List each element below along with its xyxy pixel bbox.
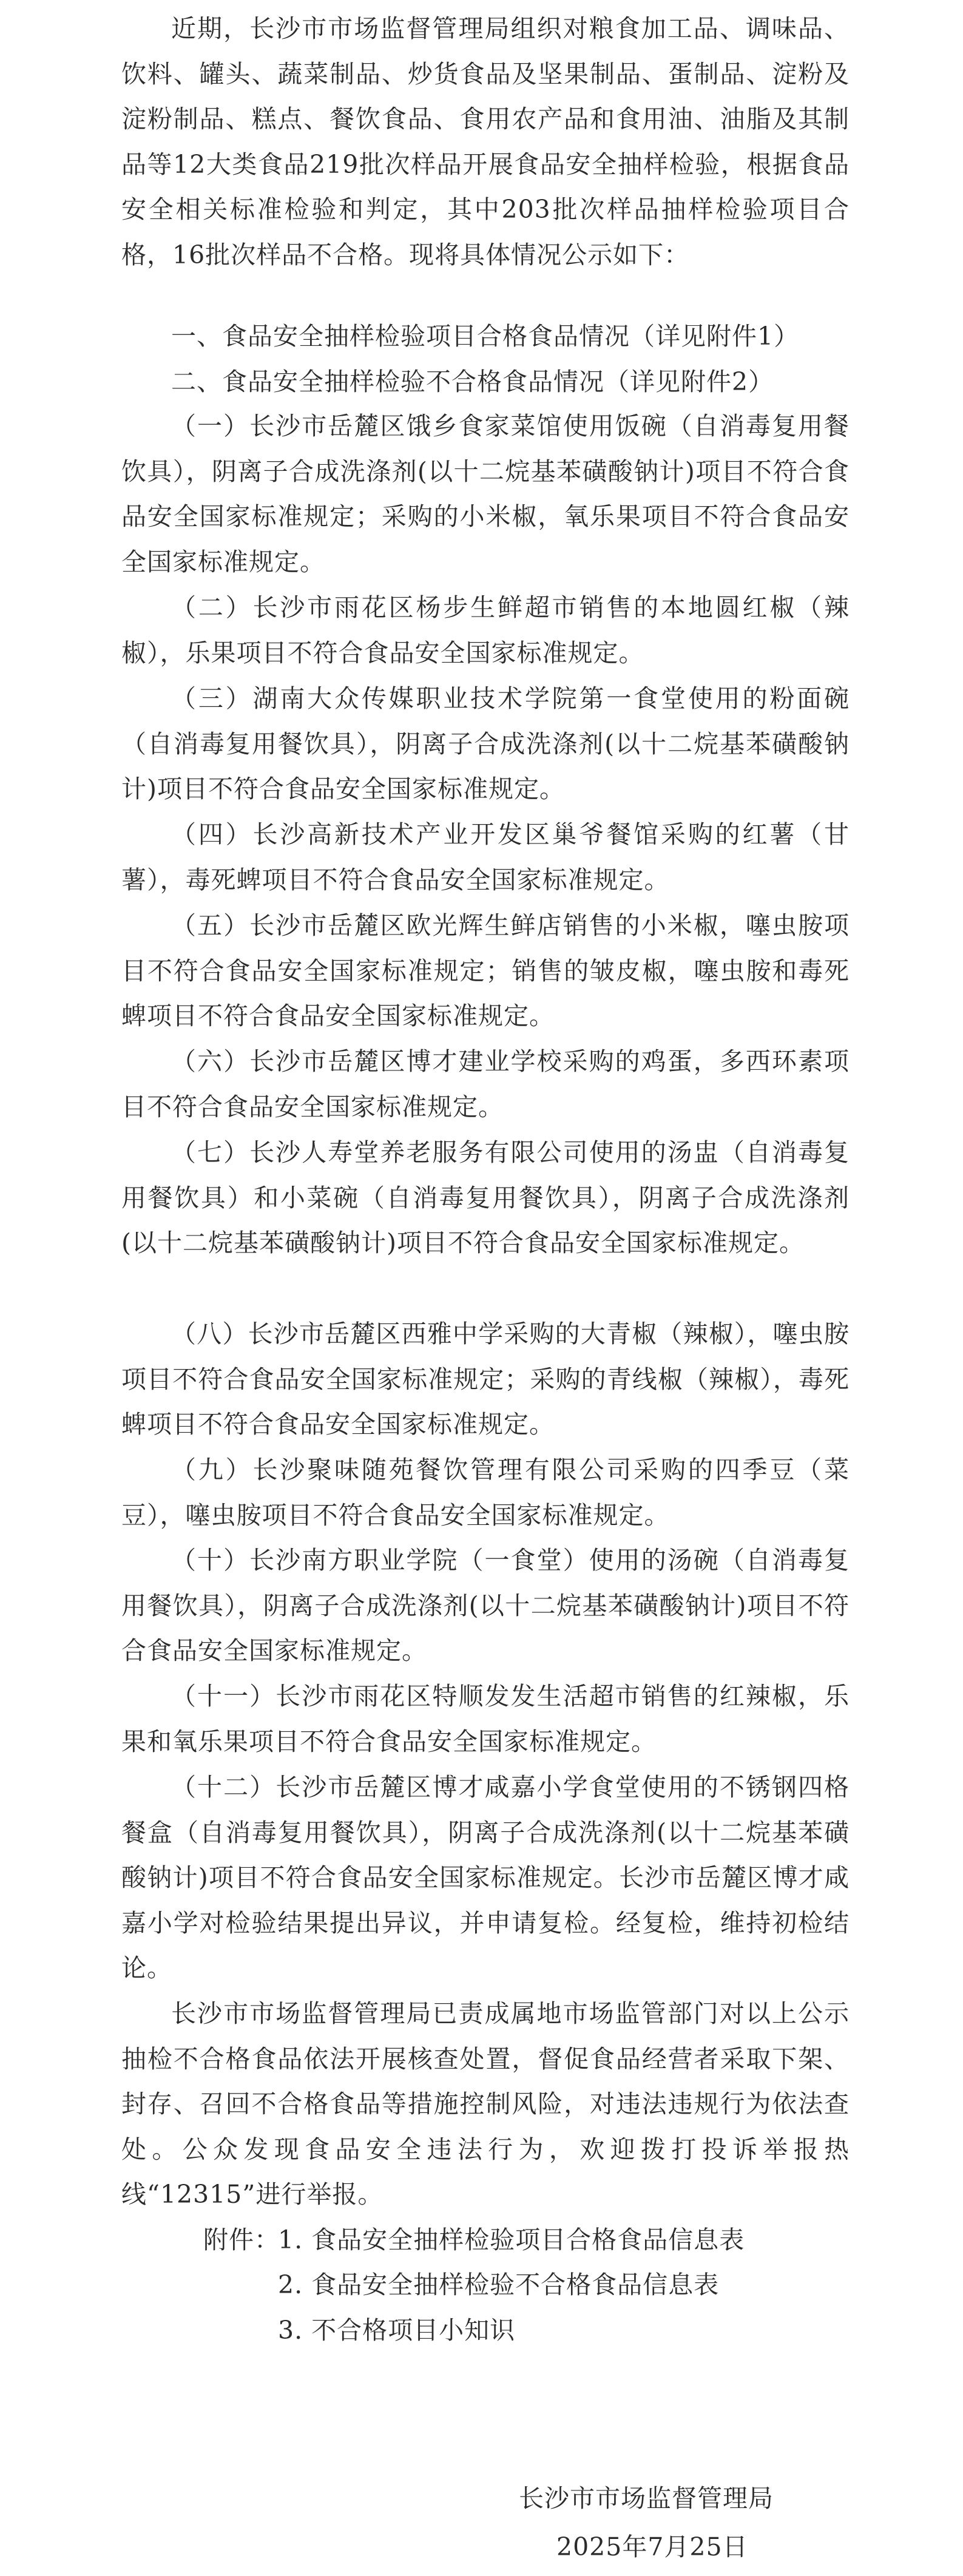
attachment-item-2: 2. 食品安全抽样检验不合格食品信息表 bbox=[278, 2270, 720, 2299]
signature-date: 2025年7月25日 bbox=[556, 2532, 748, 2561]
section-heading-unqualified: 二、食品安全抽样检验不合格食品情况（详见附件2） bbox=[171, 367, 774, 396]
unqualified-item-7: （七）长沙人寿堂养老服务有限公司使用的汤盅（自消毒复用餐饮具）和小菜碗（自消毒复用餐饮具），阴离子合成洗涤剂(以十二烷基苯磺酸钠计)项目不符合食品安全国家标准规定。 bbox=[121, 1138, 850, 1257]
attachment-item-1: 1. 食品安全抽样检验项目合格食品信息表 bbox=[278, 2225, 745, 2254]
unqualified-item-6: （六）长沙市岳麓区博才建业学校采购的鸡蛋，多西环素项目不符合食品安全国家标准规定。 bbox=[121, 1047, 850, 1121]
unqualified-item-10: （十）长沙南方职业学院（一食堂）使用的汤碗（自消毒复用餐饮具），阴离子合成洗涤剂(以十二烷基苯磺酸钠计)项目不符合食品安全国家标准规定。 bbox=[121, 1546, 850, 1665]
unqualified-item-11: （十一）长沙市雨花区特顺发发生活超市销售的红辣椒，乐果和氧乐果项目不符合食品安全国家标准规定。 bbox=[121, 1682, 850, 1756]
attachment-item-3: 3. 不合格项目小知识 bbox=[278, 2316, 516, 2345]
unqualified-item-12: （十二）长沙市岳麓区博才咸嘉小学食堂使用的不锈钢四格餐盒（自消毒复用餐饮具），阴离子合成洗涤剂(以十二烷基苯磺酸钠计)项目不符合食品安全国家标准规定。长沙市岳麓区博才咸嘉小学对检验结果提出异议，并申请复检。经复检，维持初检结论。 bbox=[121, 1773, 850, 1983]
unqualified-item-5: （五）长沙市岳麓区欧光辉生鲜店销售的小米椒，噻虫胺项目不符合食品安全国家标准规定；销售的皱皮椒，噻虫胺和毒死蜱项目不符合食品安全国家标准规定。 bbox=[121, 911, 850, 1030]
section-heading-qualified: 一、食品安全抽样检验项目合格食品情况（详见附件1） bbox=[171, 322, 800, 351]
intro-paragraph: 近期，长沙市市场监督管理局组织对粮食加工品、调味品、饮料、罐头、蔬菜制品、炒货食品及坚果制品、蛋制品、淀粉及淀粉制品、糕点、餐饮食品、食用农产品和食用油、油脂及其制品等12大类食品219批次样品开展食品安全抽样检验，根据食品安全相关标准检验和判定，其中203批次样品抽样检验项目合格，16批次样品不合格。现将具体情况公示如下： bbox=[121, 14, 850, 269]
unqualified-item-3: （三）湖南大众传媒职业技术学院第一食堂使用的粉面碗（自消毒复用餐饮具），阴离子合成洗涤剂(以十二烷基苯磺酸钠计)项目不符合食品安全国家标准规定。 bbox=[121, 684, 850, 803]
unqualified-item-1: （一）长沙市岳麓区饿乡食家菜馆使用饭碗（自消毒复用餐饮具），阴离子合成洗涤剂(以十二烷基苯磺酸钠计)项目不符合食品安全国家标准规定；采购的小米椒，氧乐果项目不符合食品安全国家标准规定。 bbox=[121, 411, 850, 576]
attachments-label: 附件： bbox=[203, 2225, 280, 2254]
closing-paragraph: 长沙市市场监督管理局已责成属地市场监管部门对以上公示抽检不合格食品依法开展核查处置，督促食品经营者采取下架、封存、召回不合格食品等措施控制风险，对违法违规行为依法查处。公众发现食品安全违法行为，欢迎拨打投诉举报热线“12315”进行举报。 bbox=[121, 1999, 850, 2209]
unqualified-item-9: （九）长沙聚味随苑餐饮管理有限公司采购的四季豆（菜豆），噻虫胺项目不符合食品安全国家标准规定。 bbox=[121, 1455, 850, 1530]
unqualified-item-8: （八）长沙市岳麓区西雅中学采购的大青椒（辣椒），噻虫胺项目不符合食品安全国家标准规定；采购的青线椒（辣椒），毒死蜱项目不符合食品安全国家标准规定。 bbox=[121, 1319, 850, 1439]
unqualified-item-2: （二）长沙市雨花区杨步生鲜超市销售的本地圆红椒（辣椒），乐果项目不符合食品安全国家标准规定。 bbox=[121, 593, 850, 668]
signature-org: 长沙市市场监督管理局 bbox=[519, 2484, 774, 2513]
unqualified-item-4: （四）长沙高新技术产业开发区巢爷餐馆采购的红薯（甘薯），毒死蜱项目不符合食品安全国家标准规定。 bbox=[121, 820, 850, 894]
